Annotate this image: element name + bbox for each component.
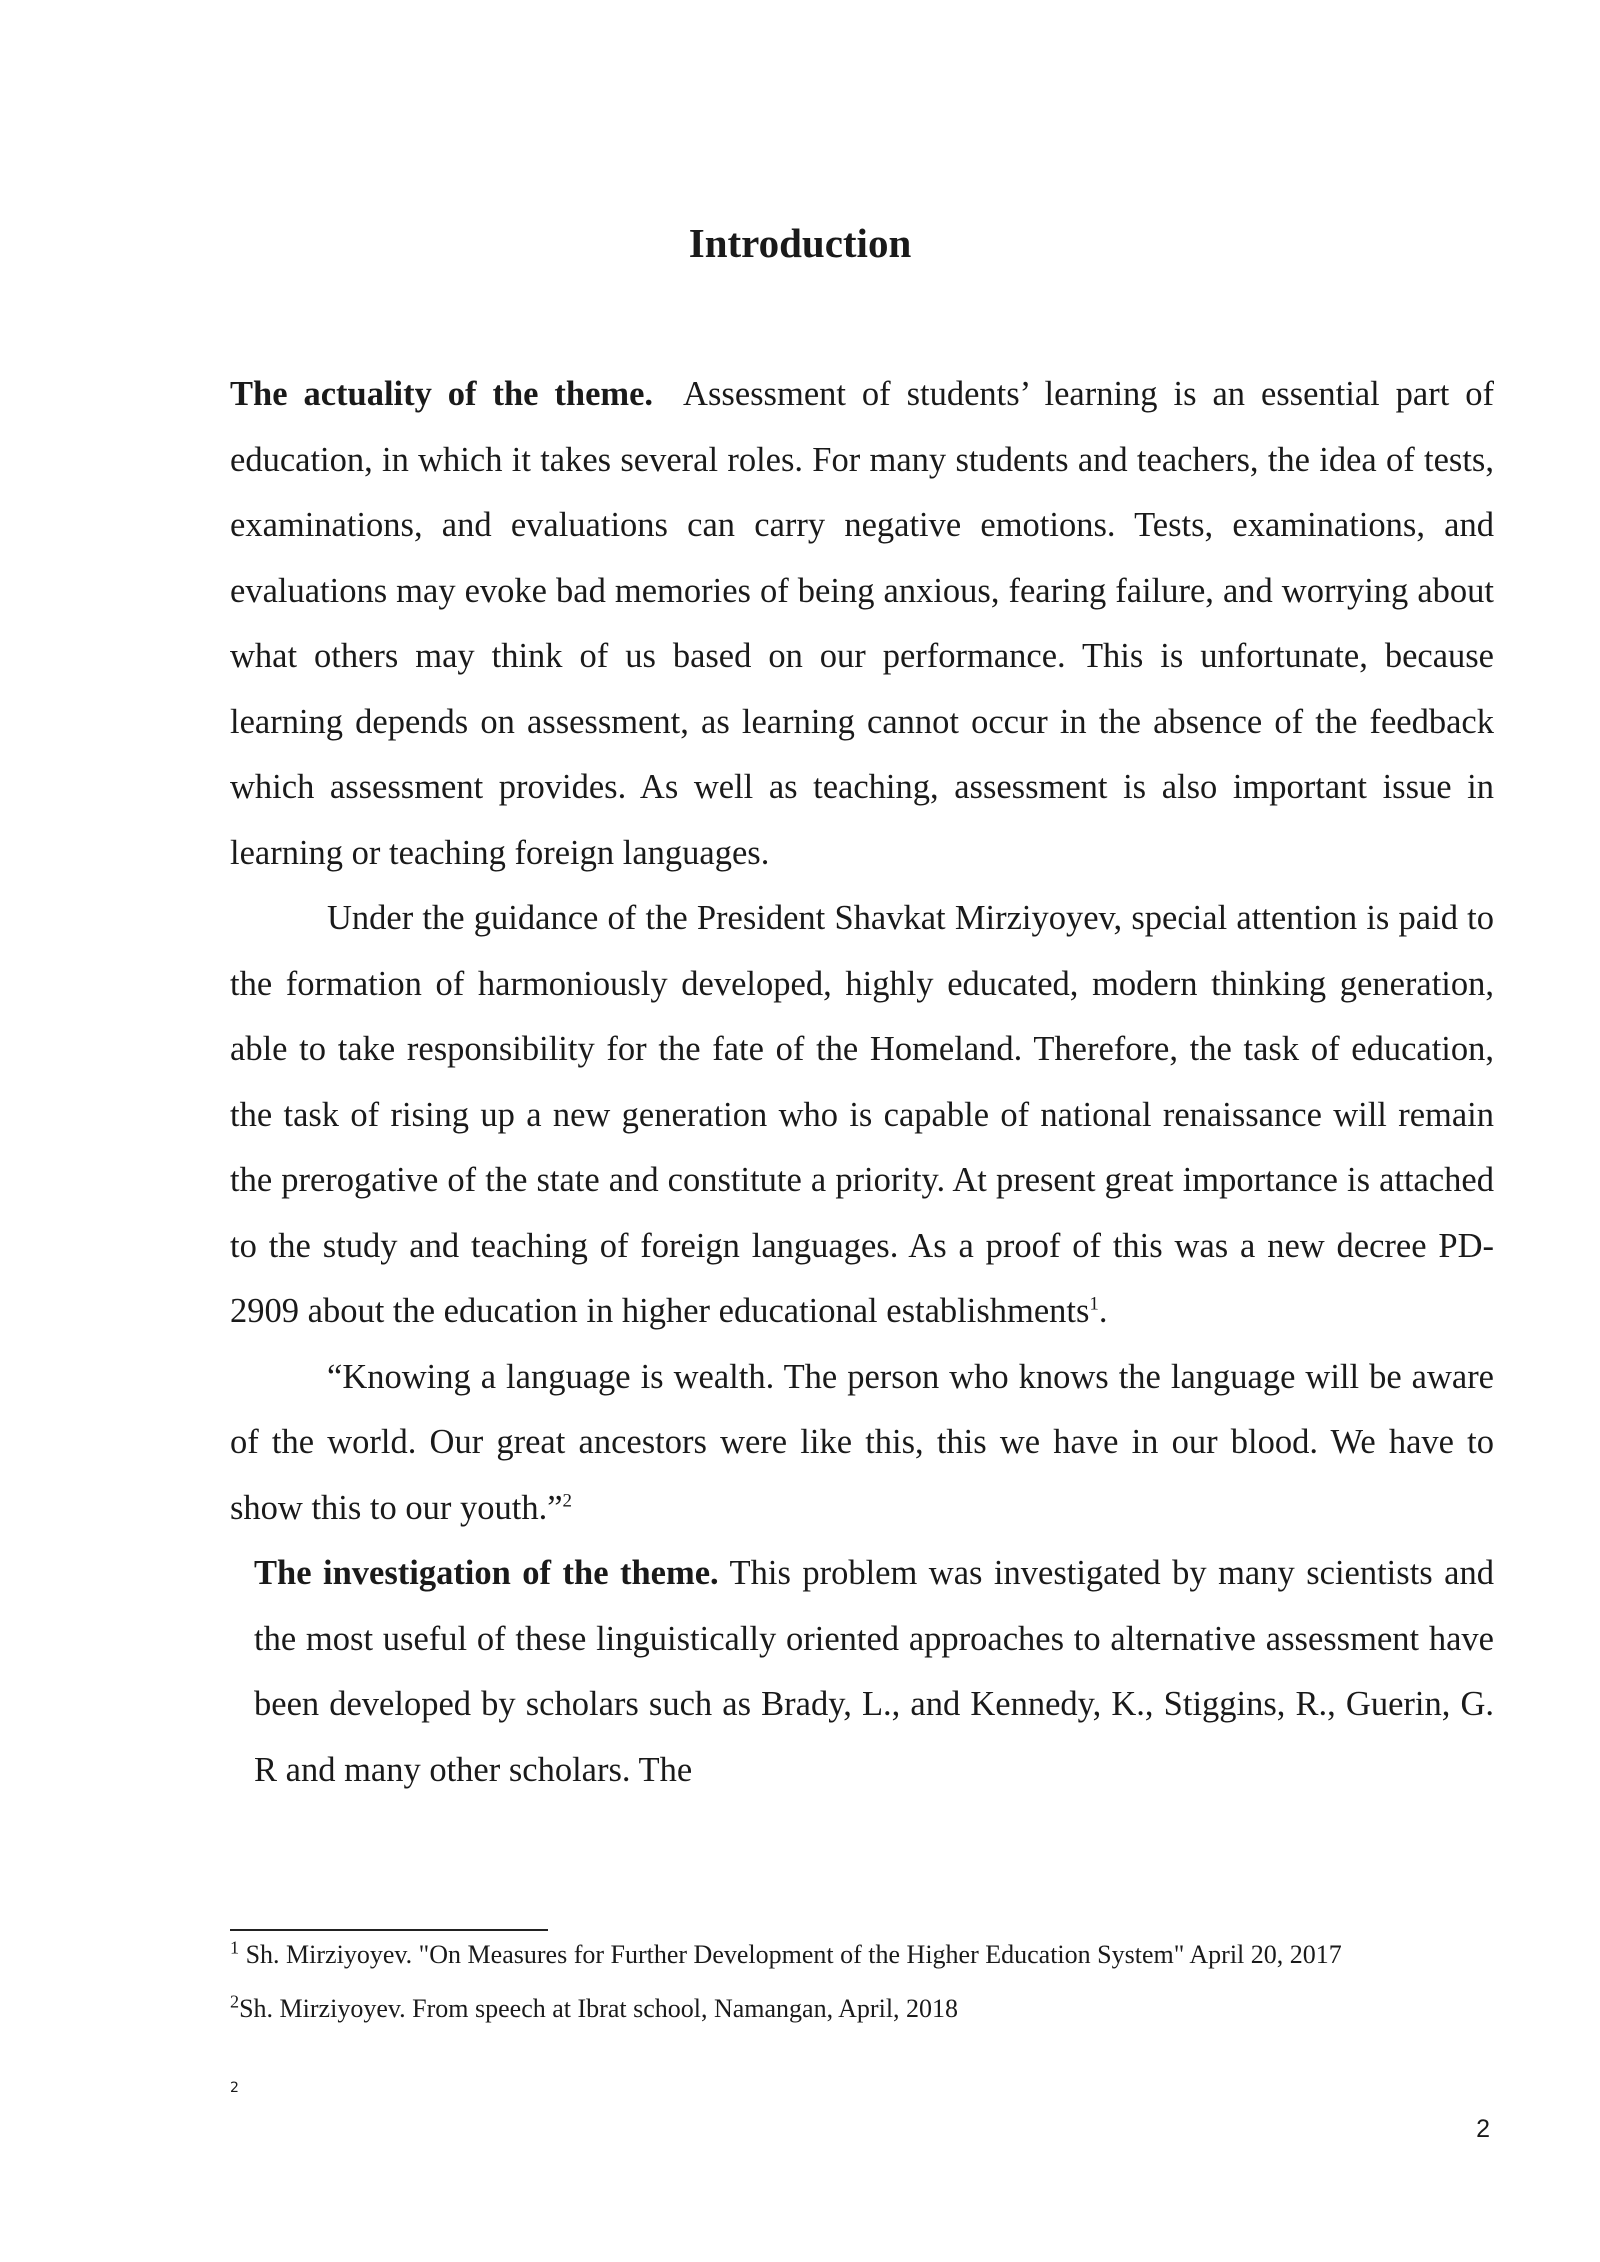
footnote-2-text: Sh. Mirziyoyev. From speech at Ibrat school, Namangan, April, 2018	[239, 1994, 959, 2023]
page-number: 2	[1476, 2115, 1490, 2143]
paragraph-investigation-text: This problem was investigated by many scientists and the most useful of these linguistically oriented approaches to alternative assessment have been developed by scholars such as Brady, L., and Kennedy, K., Stiggins, R., Guerin, G. R and many other scholars. The	[254, 1554, 1494, 1789]
paragraph-quote	[230, 1345, 1494, 1542]
footnote-ref-2[interactable]: 2	[562, 1490, 573, 1511]
paragraph-quote-text: “Knowing a language is wealth. The person who knows the language will be aware of the world. Our great ancestors were like this, this we have in our blood. We have to show this to our youth.”	[230, 1357, 1494, 1527]
footnote-1	[230, 1938, 1530, 1972]
paragraph-president	[230, 886, 1494, 1345]
footnote-2	[230, 1992, 1530, 2026]
footnote-2-marker: 2	[230, 1991, 240, 2012]
footnote-ref-1[interactable]: 1	[1089, 1293, 1099, 1315]
page-title: Introduction	[688, 220, 912, 266]
footnote-1-text: Sh. Mirziyoyev. "On Measures for Further Development of the Higher Education System" April 20, 2017	[239, 1940, 1342, 1969]
stray-footnote-mark: 2	[230, 2080, 239, 2096]
body-text	[230, 362, 1494, 1803]
paragraph-actuality	[230, 362, 1494, 886]
paragraph-actuality-text: Assessment of students’ learning is an essential part of education, in which it takes several roles. For many students and teachers, the idea of tests, examinations, and evaluations can carry negative emotions. Tests, examinations, and evaluations may evoke bad memories of being anxious, fearing failure, and worrying about what others may think of us based on our performance. This is unfortunate, because learning depends on assessment, as learning cannot occur in the absence of the feedback which assessment provides. As well as teaching, assessment is also important issue in learning or teaching foreign languages.	[230, 375, 1494, 872]
section-heading-actuality: The actuality of the theme.	[230, 375, 654, 413]
paragraph-president-text: Under the guidance of the President Shavkat Mirziyoyev, special attention is paid to the formation of harmoniously developed, highly educated, modern thinking generation, able to take responsibility for the fate of the Homeland. Therefore, the task of education, the task of rising up a new generation who is capable of national renaissance will remain the prerogative of the state and constitute a priority. At present great importance is attached to the study and teaching of foreign languages. As a proof of this was a new decree PD-2909 about the education in higher educational establishments	[230, 899, 1494, 1330]
section-heading-investigation: The investigation of the theme.	[254, 1554, 719, 1592]
paragraph-investigation	[230, 1541, 1494, 1803]
footnote-1-marker: 1	[230, 1937, 240, 1958]
paragraph-president-end: .	[1098, 1292, 1108, 1330]
footnote-separator	[230, 1929, 548, 1931]
